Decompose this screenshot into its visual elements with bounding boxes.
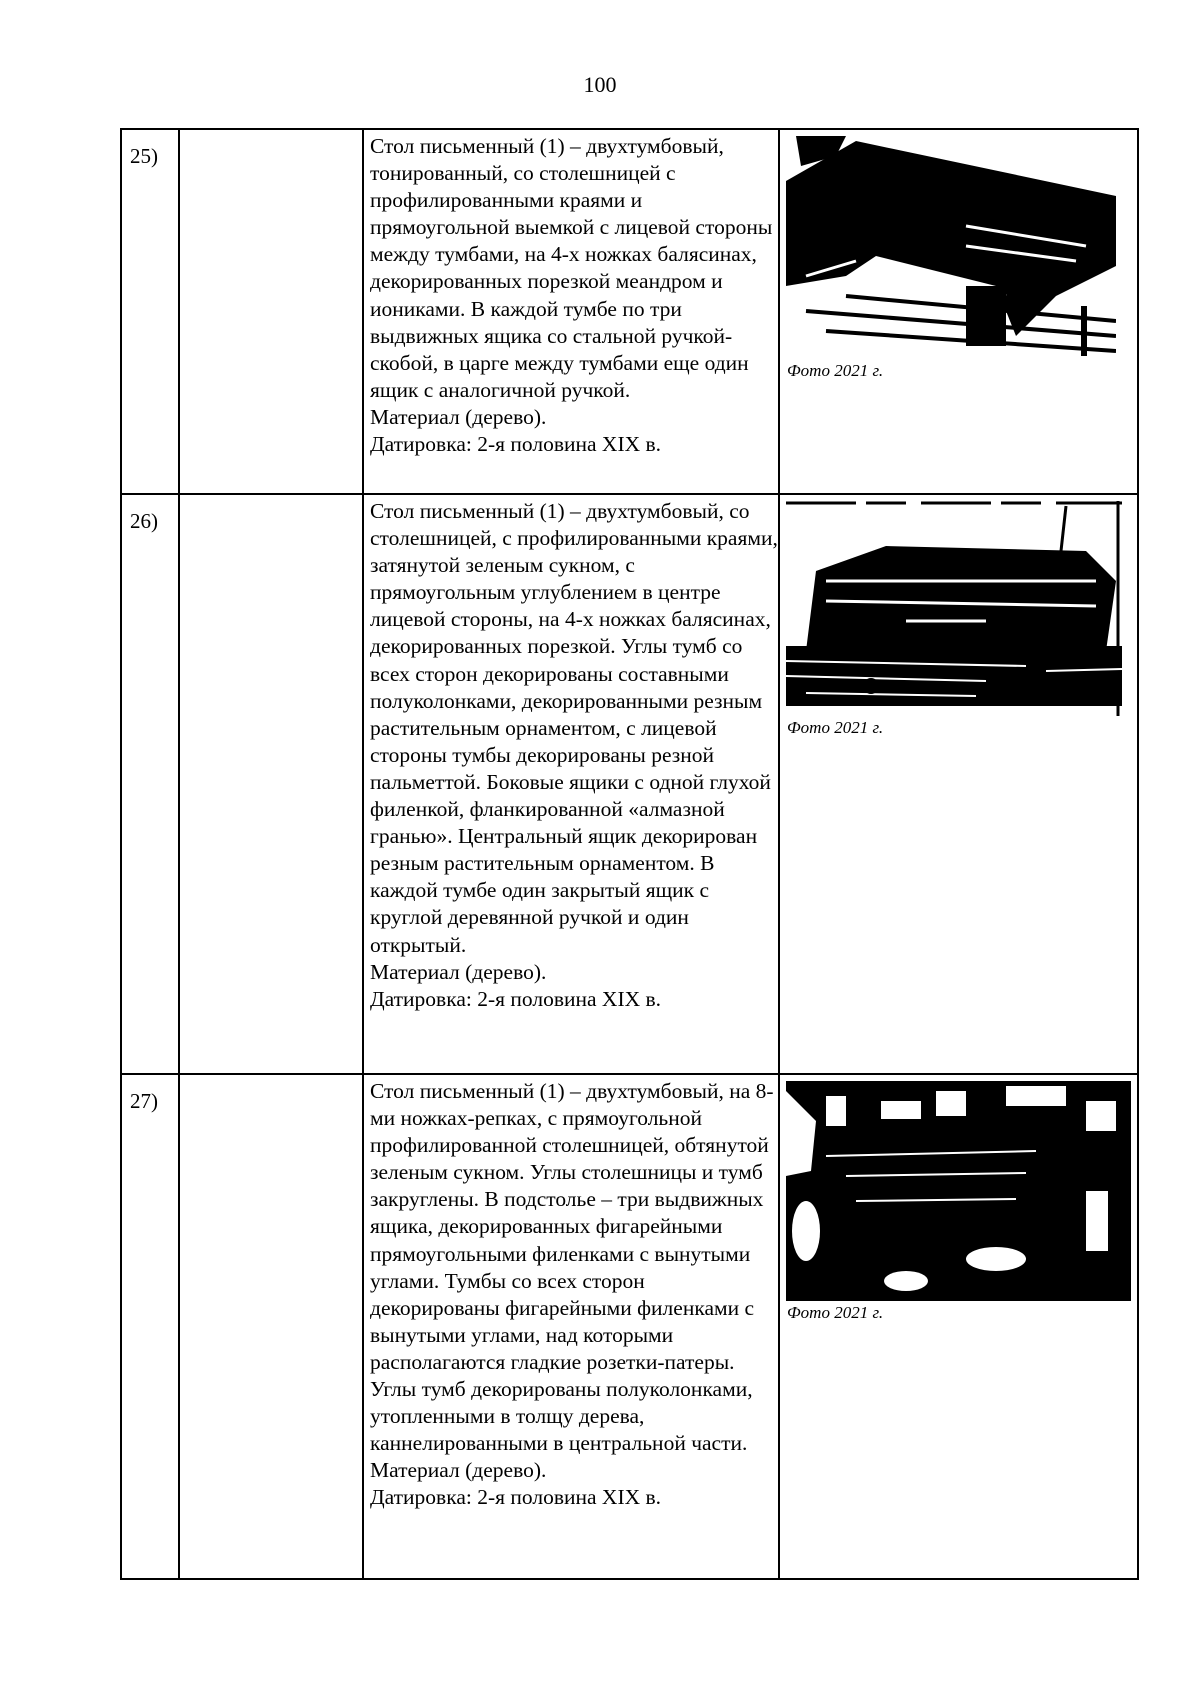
row-number: 27) [130,1089,158,1113]
description-cell [363,1074,779,1579]
object-dating: Датировка: 2-я половина XIX в. [370,986,662,1011]
object-description: Стол письменный (1) – двухтумбовый, со столешницей, с профилированными краями, затянутой зеленым сукном, с прямоугольным углублением в центре лицевой стороны, на 4-х ножках балясинах, декорированных порезкой. Углы тумб со всех сторон декорированы составными полуколонками, декорированными резным растительным орнаментом, с лицевой стороны тумбы декорированы резной пальметтой. Боковые ящики с одной глухой филенкой, фланкированной «алмазной гранью». Центральный ящик декорирован резным растительным орнаментом. В каждой тумбе один закрытый ящик с круглой деревянной ручкой и один открытый. [370,499,778,957]
object-dating: Датировка: 2-я половина XIX в. [370,1485,662,1510]
object-dating: Датировка: 2-я половина XIX в. [370,432,662,457]
row-number-cell [121,494,179,1074]
row-number-cell [121,1074,179,1579]
photo-caption: Фото 2021 г. [787,361,884,380]
row-number-cell [121,129,179,494]
row-number: 25) [130,144,158,168]
object-material: Материал (дерево). [370,959,547,984]
photo-caption: Фото 2021 г. [787,718,884,737]
photo-cell [779,129,1138,494]
empty-cell [179,129,363,494]
desk-photo [786,1081,1131,1301]
table-row [121,129,1138,494]
object-material: Материал (дерево). [370,404,547,429]
table-row [121,494,1138,1074]
photo-cell [779,494,1138,1074]
desk-photo [786,136,1116,359]
empty-cell [179,494,363,1074]
empty-cell [179,1074,363,1579]
table-row [121,1074,1138,1579]
object-table [120,128,1139,1580]
desk-photo [786,501,1122,716]
object-description: Стол письменный (1) – двухтумбовый, на 8-ми ножках-репках, с прямоугольной профилированной столешницей, обтянутой зеленым сукном. Углы столешницы и тумб закруглены. В подстолье – три выдвижных ящика, декорированных фигарейными прямоугольными филенками с вынутыми углами. Тумбы со всех сторон декорированы фигарейными филенками с вынутыми углами, над которыми располагаются гладкие розетки-патеры. Углы тумб декорированы полуколонками, утопленными в толщу дерева, каннелированными в центральной части. Материал (дерево). [370,1079,774,1483]
photo-caption: Фото 2021 г. [787,1303,884,1322]
description-cell [363,494,779,1074]
object-description: Стол письменный (1) – двухтумбовый, тонированный, со столешницей с профилированными краями и прямоугольной выемкой с лицевой стороны между тумбами, на 4-х ножках балясинах, декорированных порезкой меандром и иониками. В каждой тумбе по три выдвижных ящика со стальной ручкой-скобой, в царге между тумбами еще один ящик с аналогичной ручкой. [370,134,773,402]
photo-cell [779,1074,1138,1579]
page-number: 100 [583,72,617,97]
row-number: 26) [130,509,158,533]
description-cell [363,129,779,494]
